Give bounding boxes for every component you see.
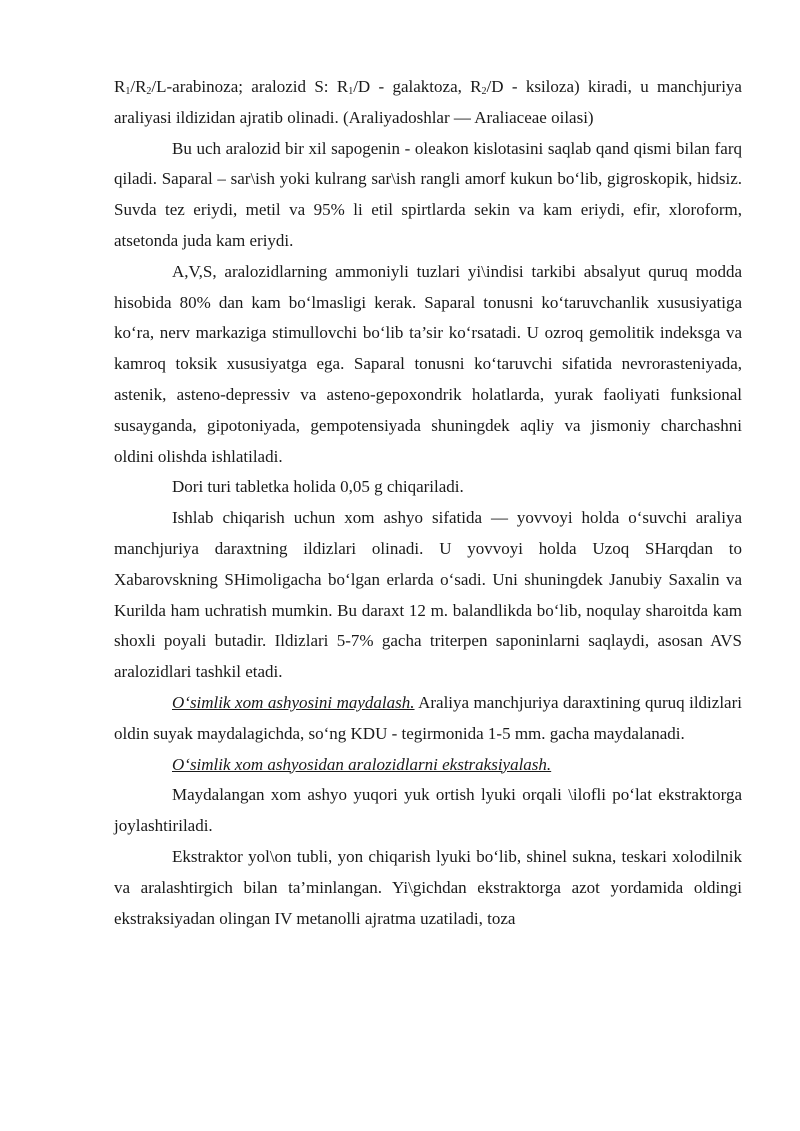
section-heading: O‘simlik xom ashyosini maydalash. <box>172 692 415 712</box>
subscript: 1 <box>125 86 131 97</box>
text-run: /D - ksiloza) kiradi, u manchjuriya araliyasi ildizidan ajratib olinadi. (Araliyadoshlar — Araliaceae oilasi) <box>114 77 742 127</box>
subscript: 1 <box>348 86 354 97</box>
paragraph-3: A,V,S, aralozidlarning ammoniyli tuzlari yi\indisi tarkibi absalyut quruq modda hisobida 80% dan kam bo‘lmasligi kerak. Saparal tonusni ko‘taruvchanlik xususiyatiga ko‘ra, nerv markaziga stimullovchi bo‘lib ta’sir ko‘rsatadi. U ozroq gemolitik indeksga va kamroq toksik xususiyatga ega. Saparal tonusni ko‘taruvchi sifatida nevrorasteniyada, astenik, asteno-depressiv va asteno-gepoxondrik holatlarda, yurak faoliyati funksional susayganda, gipotoniyada, gempotensiyada shuningdek aqliy va jismoniy charchashni oldini olishda ishlatiladi. <box>114 261 742 466</box>
paragraph-5: Ishlab chiqarish uchun xom ashyo sifatida — yovvoyi holda o‘suvchi araliya manchjuriya daraxtning ildizlari olinadi. U yovvoyi holda Uzoq SHarqdan to Xabarovskning SHimoligacha bo‘lgan erlarda o‘sadi. Uni shuningdek Janubiy Saxalin va Kurilda ham uchratish mumkin. Bu daraxt 12 m. balandlikda bo‘lib, noqulay sharoitda kam shoxli poyali butadir. Ildizlari 5-7% gacha triterpen saponinlarni saqlaydi, asosan AVS aralozidlari tashkil etadi. <box>114 508 742 682</box>
paragraph-7 <box>114 750 742 781</box>
text-run: R <box>114 77 126 96</box>
paragraph-6 <box>114 688 742 750</box>
subscript: 2 <box>481 86 487 97</box>
paragraph-4: Dori turi tabletka holida 0,05 g chiqariladi. <box>172 477 464 497</box>
paragraph-1 <box>114 72 742 134</box>
section-heading: O‘simlik xom ashyosidan aralozidlarni ekstraksiyalash. <box>172 754 552 774</box>
paragraph-8: Maydalangan xom ashyo yuqori yuk ortish lyuki orqali \ilofli po‘lat ekstraktorga joylashtiriladi. <box>114 785 742 836</box>
text-run: /D - galaktoza, R <box>353 77 482 96</box>
text-run: /L-arabinoza; aralozid S: R <box>151 77 349 96</box>
paragraph-text: Araliya manchjuriya daraxtining quruq ildizlari oldin suyak maydalagichda, so‘ng KDU - tegirmonida 1-5 mm. gacha maydalanadi. <box>114 692 742 743</box>
paragraph-2: Bu uch aralozid bir xil sapogenin - oleakon kislotasini saqlab qand qismi bilan farq qiladi. Saparal – sar\ish yoki kulrang sar\ish rangli amorf kukun bo‘lib, gigroskopik, hidsiz. Suvda tez eriydi, metil va 95% li etil spirtlarda sekin va kam eriydi, efir, xloroform, atsetonda juda kam eriydi. <box>114 138 742 250</box>
text-run: /R <box>130 77 147 96</box>
paragraph-9: Ekstraktor yol\on tubli, yon chiqarish lyuki bo‘lib, shinel sukna, teskari xolodilnik va aralashtirgich bilan ta’minlangan. Yi\gichdan ekstraktorga azot yordamida oldingi ekstraksiyadan olingan IV metanolli ajratma uzatiladi, toza <box>114 846 742 928</box>
subscript: 2 <box>146 86 152 97</box>
